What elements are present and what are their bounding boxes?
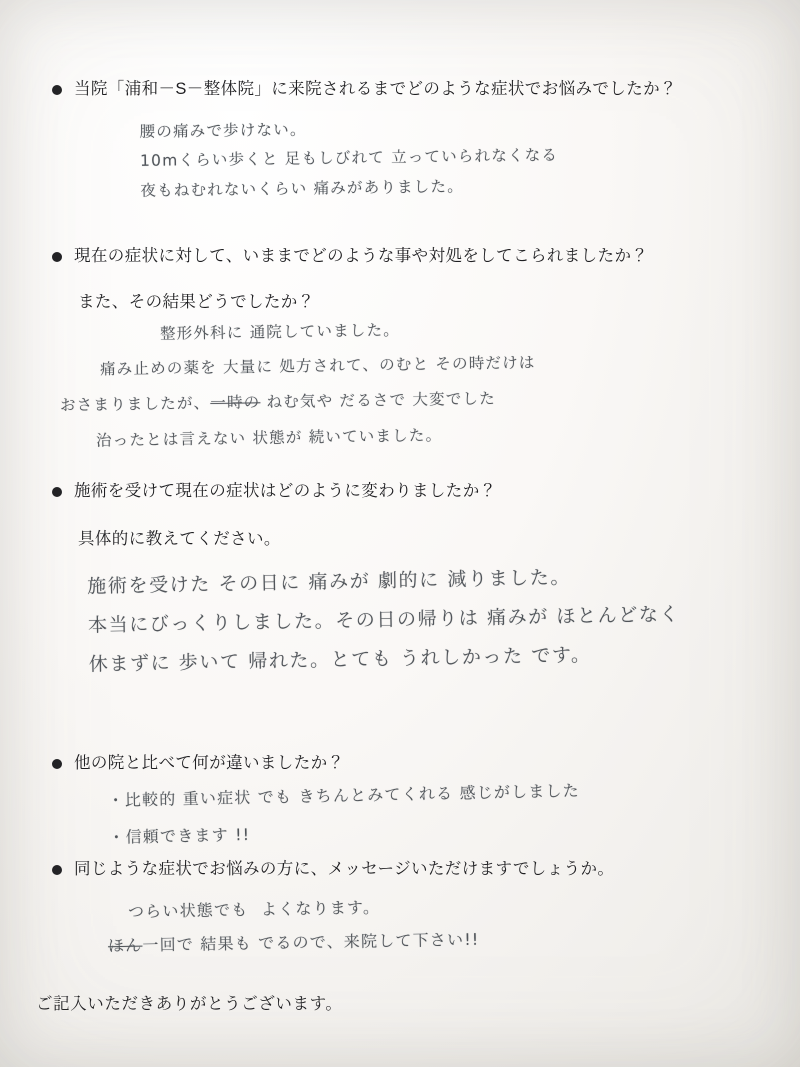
question-5-row: [52, 858, 752, 880]
answer-5-line-2: [108, 925, 480, 962]
answer-2-line-3: [60, 385, 496, 421]
question-4-row: [52, 752, 752, 774]
question-3-label: 施術を受けて現在の症状はどのように変わりましたか？: [74, 482, 497, 500]
bullet-icon: [52, 85, 62, 95]
answer-2-line-3-post: ねむ気や だるさで 大変でした: [260, 389, 497, 412]
answer-5-line-1: つらい状態でも よくなります。: [127, 897, 381, 922]
answer-2-line-1: 整形外科に 通院していました。: [159, 321, 401, 343]
question-2-row: [52, 245, 752, 267]
bullet-icon: [52, 252, 62, 262]
question-2-label: 現在の症状に対して、いままでどのような事や対処をしてこられましたか？: [74, 247, 649, 265]
answer-2-line-3-pre: おさまりましたが、: [59, 394, 211, 415]
bullet-icon: [52, 865, 62, 875]
question-3-sublabel: 具体的に教えてください。: [78, 530, 281, 548]
question-4-label: 他の院と比べて何が違いましたか？: [74, 754, 345, 772]
question-1-label: 当院「浦和－S－整体院」に来院されるまでどのような症状でお悩みでしたか？: [74, 80, 677, 98]
answer-2-line-2: 痛み止めの薬を 大量に 処方されて、のむと その時だけは: [99, 353, 536, 379]
question-3-row: [52, 480, 752, 502]
answer-5-line-2-text: 一回で 結果も でるので、来院して下さい!!: [142, 929, 480, 955]
bullet-icon: [52, 759, 62, 769]
bullet-icon: [52, 487, 62, 497]
question-5-label: 同じような症状でお悩みの方に、メッセージいただけますでしょうか。: [74, 860, 615, 878]
question-2-sublabel: また、その結果どうでしたか？: [78, 293, 315, 311]
answer-2-strikethrough-text: 一時の: [210, 393, 261, 413]
closing-note: ご記入いただきありがとうございます。: [36, 995, 343, 1013]
answer-2-line-4: 治ったとは言えない 状態が 続いていました。: [95, 426, 443, 450]
answer-4-handwriting: ・比較的 重い症状 でも きちんとみてくれる 感じがしました ・信頼できます !!: [107, 781, 581, 847]
answer-1-handwriting: 腰の痛みで歩けない。 10mくらい歩くと 足もしびれて 立っていられなくなる 夜もねむれないくらい 痛みがありました。: [139, 120, 559, 200]
question-1-row: [52, 78, 752, 100]
answer-5-strikethrough-text: ほん: [107, 935, 143, 956]
answer-3-handwriting: 施術を受けた その日に 痛みが 劇的に 減りました。 本当にびっくりしました。その日の帰りは 痛みが ほとんどなく 休まずに 歩いて 帰れた。とても うれしかった です。: [87, 566, 681, 676]
